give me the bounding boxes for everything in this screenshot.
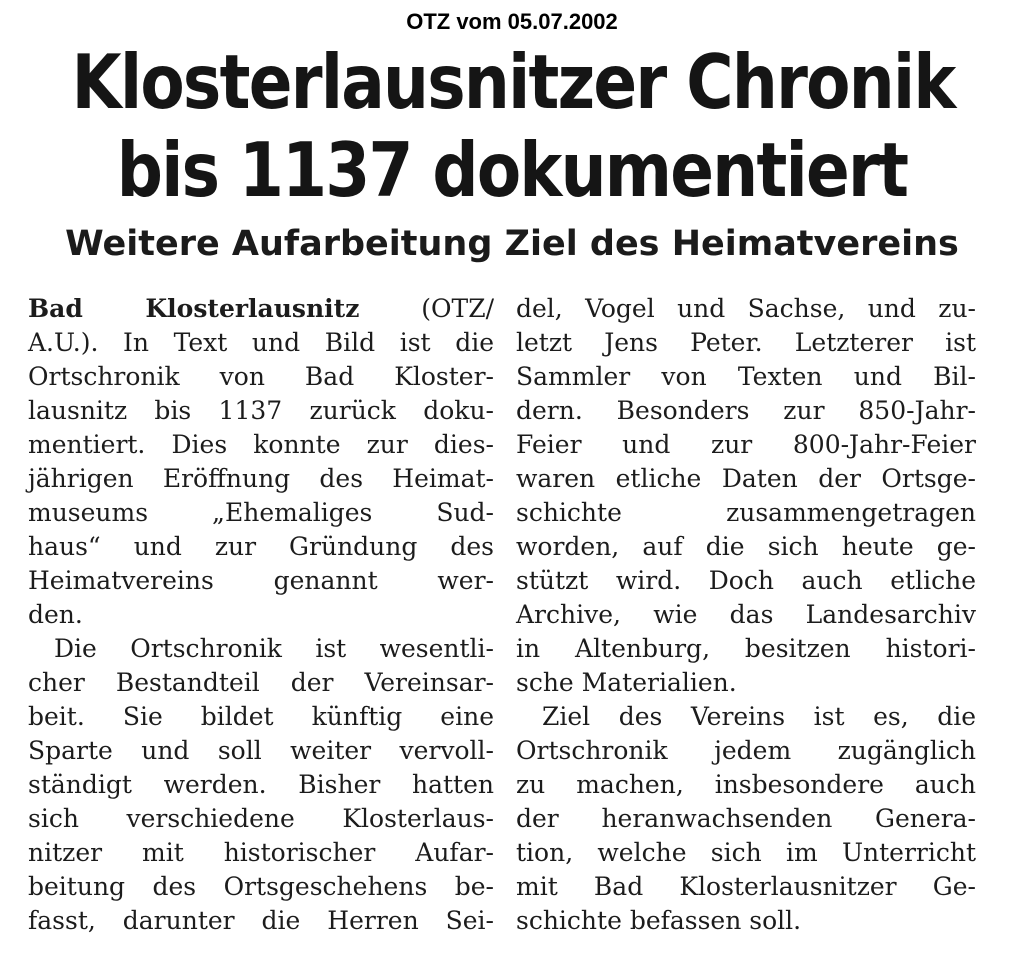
headline-line-1: Klosterlausnitzer Chronik bbox=[71, 38, 955, 126]
text-line: Feier und zur 800-Jahr-Feier bbox=[516, 430, 976, 459]
article-column-right bbox=[516, 292, 976, 938]
text-line: museums „Ehemaliges Sud- bbox=[28, 498, 494, 527]
text-line: Sammler von Texten und Bil- bbox=[516, 362, 976, 391]
subheadline: Weitere Aufarbeitung Ziel des Heimatvereins bbox=[65, 224, 959, 264]
text-line: mentiert. Dies konnte zur dies- bbox=[28, 430, 494, 459]
text-line: A.U.). In Text und Bild ist die bbox=[28, 328, 494, 357]
text-line: stützt wird. Doch auch etliche bbox=[516, 566, 976, 595]
text-line: haus“ und zur Gründung des bbox=[28, 532, 494, 561]
text-line: sich verschiedene Klosterlaus- bbox=[28, 804, 494, 833]
headline bbox=[72, 38, 953, 214]
headline-line-2: bis 1137 dokumentiert bbox=[116, 126, 908, 214]
text-line: Die Ortschronik ist wesentli- bbox=[54, 634, 494, 663]
text-line: ständigt werden. Bisher hatten bbox=[28, 770, 494, 799]
text-line: der heranwachsenden Genera- bbox=[516, 804, 976, 833]
article-column-left bbox=[28, 292, 494, 938]
text-line: cher Bestandteil der Vereinsar- bbox=[28, 668, 494, 697]
dateline: Bad Klosterlausnitz bbox=[28, 294, 360, 323]
text-line: tion, welche sich im Unterricht bbox=[516, 838, 976, 867]
text-line: waren etliche Daten der Ortsge- bbox=[516, 464, 976, 493]
text-line: zu machen, insbesondere auch bbox=[516, 770, 976, 799]
text-line: beitung des Ortsgeschehens be- bbox=[28, 872, 494, 901]
text-line: jährigen Eröffnung des Heimat- bbox=[28, 464, 494, 493]
text-line: mit Bad Klosterlausnitzer Ge- bbox=[516, 872, 976, 901]
text-line: Sparte und soll weiter vervoll- bbox=[28, 736, 494, 765]
text-line: nitzer mit historischer Aufar- bbox=[28, 838, 494, 867]
text-line: Heimatvereins genannt wer- bbox=[28, 566, 494, 595]
text-line: lausnitz bis 1137 zurück doku- bbox=[28, 396, 494, 425]
text-line: sche Materialien. bbox=[516, 668, 737, 697]
text-line: schichte zusammengetragen bbox=[516, 498, 976, 527]
text-line: schichte befassen soll. bbox=[516, 906, 802, 935]
text-line: in Altenburg, besitzen histori- bbox=[516, 634, 976, 663]
source-line: OTZ vom 05.07.2002 bbox=[406, 9, 618, 34]
text-line: fasst, darunter die Herren Sei- bbox=[28, 906, 494, 935]
text-fragment: (OTZ/ bbox=[359, 294, 494, 323]
text-line bbox=[28, 292, 494, 326]
text-line: del, Vogel und Sachse, und zu- bbox=[516, 294, 976, 323]
text-line: worden, auf die sich heute ge- bbox=[516, 532, 976, 561]
text-line: Ziel des Vereins ist es, die bbox=[542, 702, 976, 731]
text-line: dern. Besonders zur 850-Jahr- bbox=[516, 396, 976, 425]
text-line: Ortschronik jedem zugänglich bbox=[516, 736, 976, 765]
text-line: Ortschronik von Bad Kloster- bbox=[28, 362, 494, 391]
text-line: beit. Sie bildet künftig eine bbox=[28, 702, 494, 731]
text-line: Archive, wie das Landesarchiv bbox=[516, 600, 976, 629]
text-line: letzt Jens Peter. Letzterer ist bbox=[516, 328, 976, 357]
text-line: den. bbox=[28, 600, 83, 629]
